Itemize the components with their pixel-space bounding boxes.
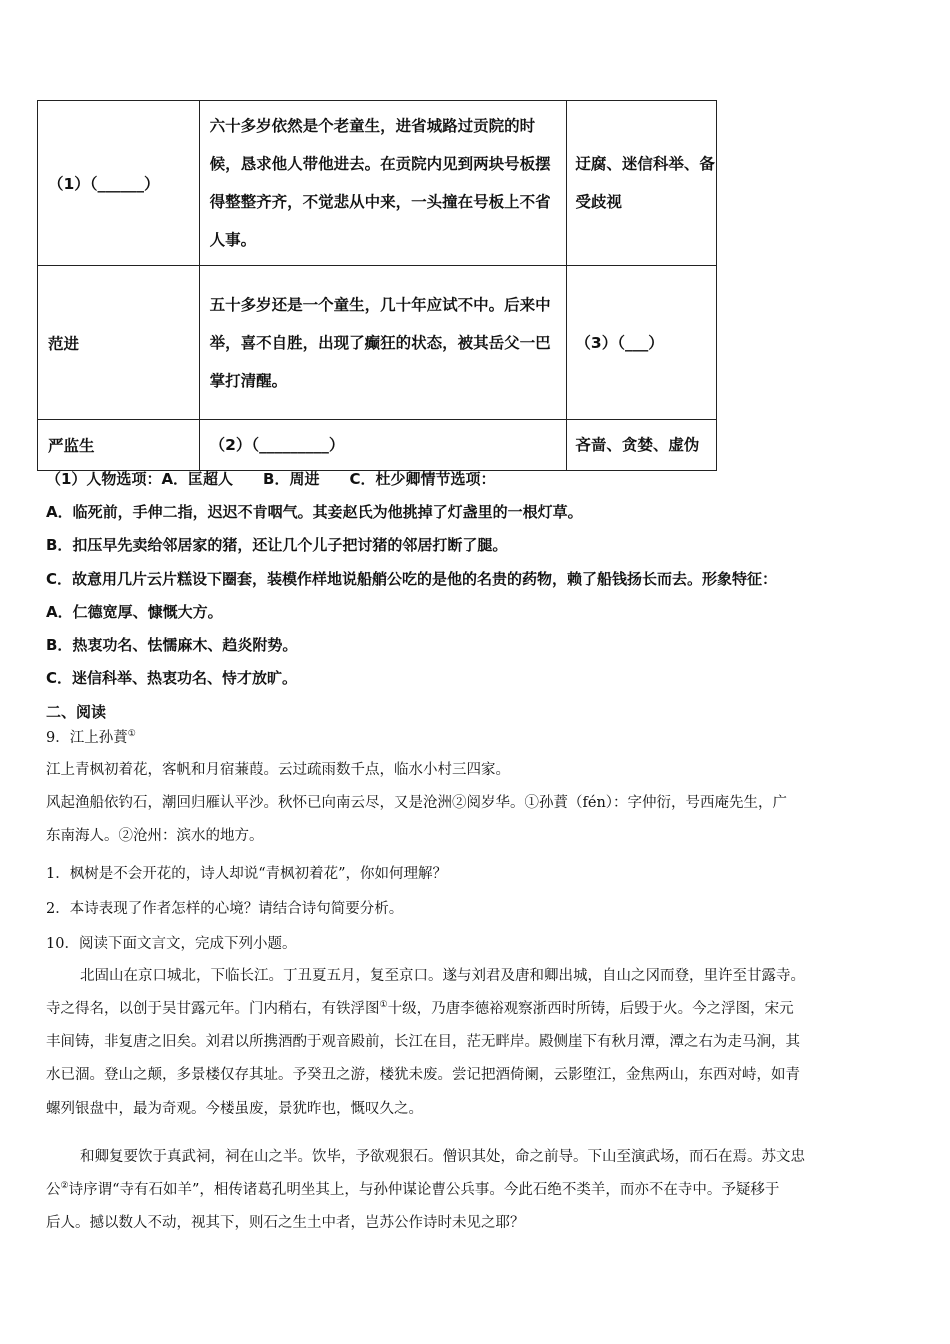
trait-option-c: C．迷信科举、热衷功名、恃才放旷。 bbox=[46, 669, 298, 687]
plot-option-b: B．扣压早先卖给邻居家的猪，还让几个儿子把讨猪的邻居打断了腿。 bbox=[46, 536, 508, 554]
question-9-title-text: 9．江上孙蕡 bbox=[46, 730, 128, 746]
trait-cell: （3）（___） bbox=[567, 266, 717, 420]
character-table bbox=[37, 100, 717, 471]
trait-option-b: B．热衷功名、怯懦麻木、趋炎附势。 bbox=[46, 636, 298, 654]
passage-text: 诗序谓“寺有石如羊”，相传诸葛孔明坐其上，与孙仲谋论曹公兵事。今此石绝不类羊，而亦不在寺中。予疑移于 bbox=[68, 1182, 780, 1198]
character-name-cell: 严监生 bbox=[38, 420, 200, 471]
passage-line: 水已涸。登山之颠，多景楼仅存其址。予癸丑之游，楼犹未废。尝记把酒倚阑，云影堕江，金焦两山，东西对峙，如青 bbox=[46, 1067, 800, 1083]
options-intro: （1）人物选项：A．匡超人 B．周进 C．杜少卿情节选项： bbox=[46, 470, 496, 488]
footnote-mark: ① bbox=[379, 1000, 388, 1011]
table-row bbox=[38, 101, 717, 266]
passage-line: 后人。撼以数人不动，视其下，则石之生土中者，岂苏公作诗时未见之耶？ bbox=[46, 1215, 525, 1231]
section-heading: 二、阅读 bbox=[46, 703, 107, 721]
passage-text: 寺之得名，以创于吴甘露元年。门内稍右，有铁浮图 bbox=[46, 1001, 380, 1017]
character-name-cell: （1）（______） bbox=[38, 101, 200, 266]
question-9-2: 2．本诗表现了作者怎样的心境？请结合诗句简要分析。 bbox=[46, 901, 404, 917]
question-10-title: 10．阅读下面文言文，完成下列小题。 bbox=[46, 936, 297, 952]
footnote-mark: ② bbox=[60, 1181, 69, 1192]
plot-option-a: A．临死前，手伸二指，迟迟不肯咽气。其妾赵氏为他挑掉了灯盏里的一根灯草。 bbox=[46, 503, 583, 521]
passage-line: 北固山在京口城北，下临长江。丁丑夏五月，复至京口。遂与刘君及唐和卿出城，自山之冈而登，里许至甘露寺。 bbox=[80, 968, 805, 984]
trait-cell: 吝啬、贪婪、虚伪 bbox=[567, 420, 717, 471]
footnote-mark: ① bbox=[127, 729, 136, 740]
poem-line: 东南海人。②沧州：滨水的地方。 bbox=[46, 828, 264, 844]
passage-line: 丰间铸，非复唐之旧矣。刘君以所携酒酌于观音殿前，长江在目，茫无畔岸。殿侧崖下有秋月潭，潭之右为走马涧，其 bbox=[46, 1034, 800, 1050]
trait-option-a: A．仁德宽厚、慷慨大方。 bbox=[46, 603, 223, 621]
passage-line: 和卿复要饮于真武祠，祠在山之半。饮毕，予欲观狠石。僧识其处，命之前导。下山至演武场，而石在焉。苏文忠 bbox=[80, 1149, 805, 1165]
table-row bbox=[38, 266, 717, 420]
table-row bbox=[38, 420, 717, 471]
passage-line bbox=[46, 997, 794, 1018]
passage-text: 公 bbox=[46, 1182, 61, 1198]
character-name-cell: 范进 bbox=[38, 266, 200, 420]
passage-text: 十级，乃唐李德裕观察浙西时所铸，后毁于火。今之浮图，宋元 bbox=[387, 1001, 794, 1017]
question-9-title bbox=[46, 726, 136, 747]
plot-cell: 六十多岁依然是个老童生，进省城路过贡院的时候，恳求他人带他进去。在贡院内见到两块号板摆得整整齐齐，不觉悲从中来，一头撞在号板上不省人事。 bbox=[199, 101, 567, 266]
passage-line bbox=[46, 1178, 779, 1199]
poem-line: 江上青枫初着花，客帆和月宿蒹葭。云过疏雨数千点，临水小村三四家。 bbox=[46, 762, 510, 778]
plot-cell: 五十多岁还是一个童生，几十年应试不中。后来中举，喜不自胜，出现了癫狂的状态，被其岳父一巴掌打清醒。 bbox=[199, 266, 567, 420]
passage-line: 螺列银盘中，最为奇观。今楼虽废，景犹昨也，慨叹久之。 bbox=[46, 1101, 423, 1117]
question-9-1: 1．枫树是不会开花的，诗人却说“青枫初着花”，你如何理解？ bbox=[46, 866, 448, 882]
poem-line: 风起渔船依钓石，潮回归雁认平沙。秋怀已向南云尽，又是沧洲②阅岁华。①孙蕡（fén）：字仲衍，号西庵先生，广 bbox=[46, 795, 788, 811]
plot-option-c: C．故意用几片云片糕设下圈套，装模作样地说船艄公吃的是他的名贵的药物，赖了船钱扬长而去。形象特征： bbox=[46, 570, 778, 588]
trait-cell: 迂腐、迷信科举、备受歧视 bbox=[567, 101, 717, 266]
plot-cell: （2）（_________） bbox=[199, 420, 567, 471]
